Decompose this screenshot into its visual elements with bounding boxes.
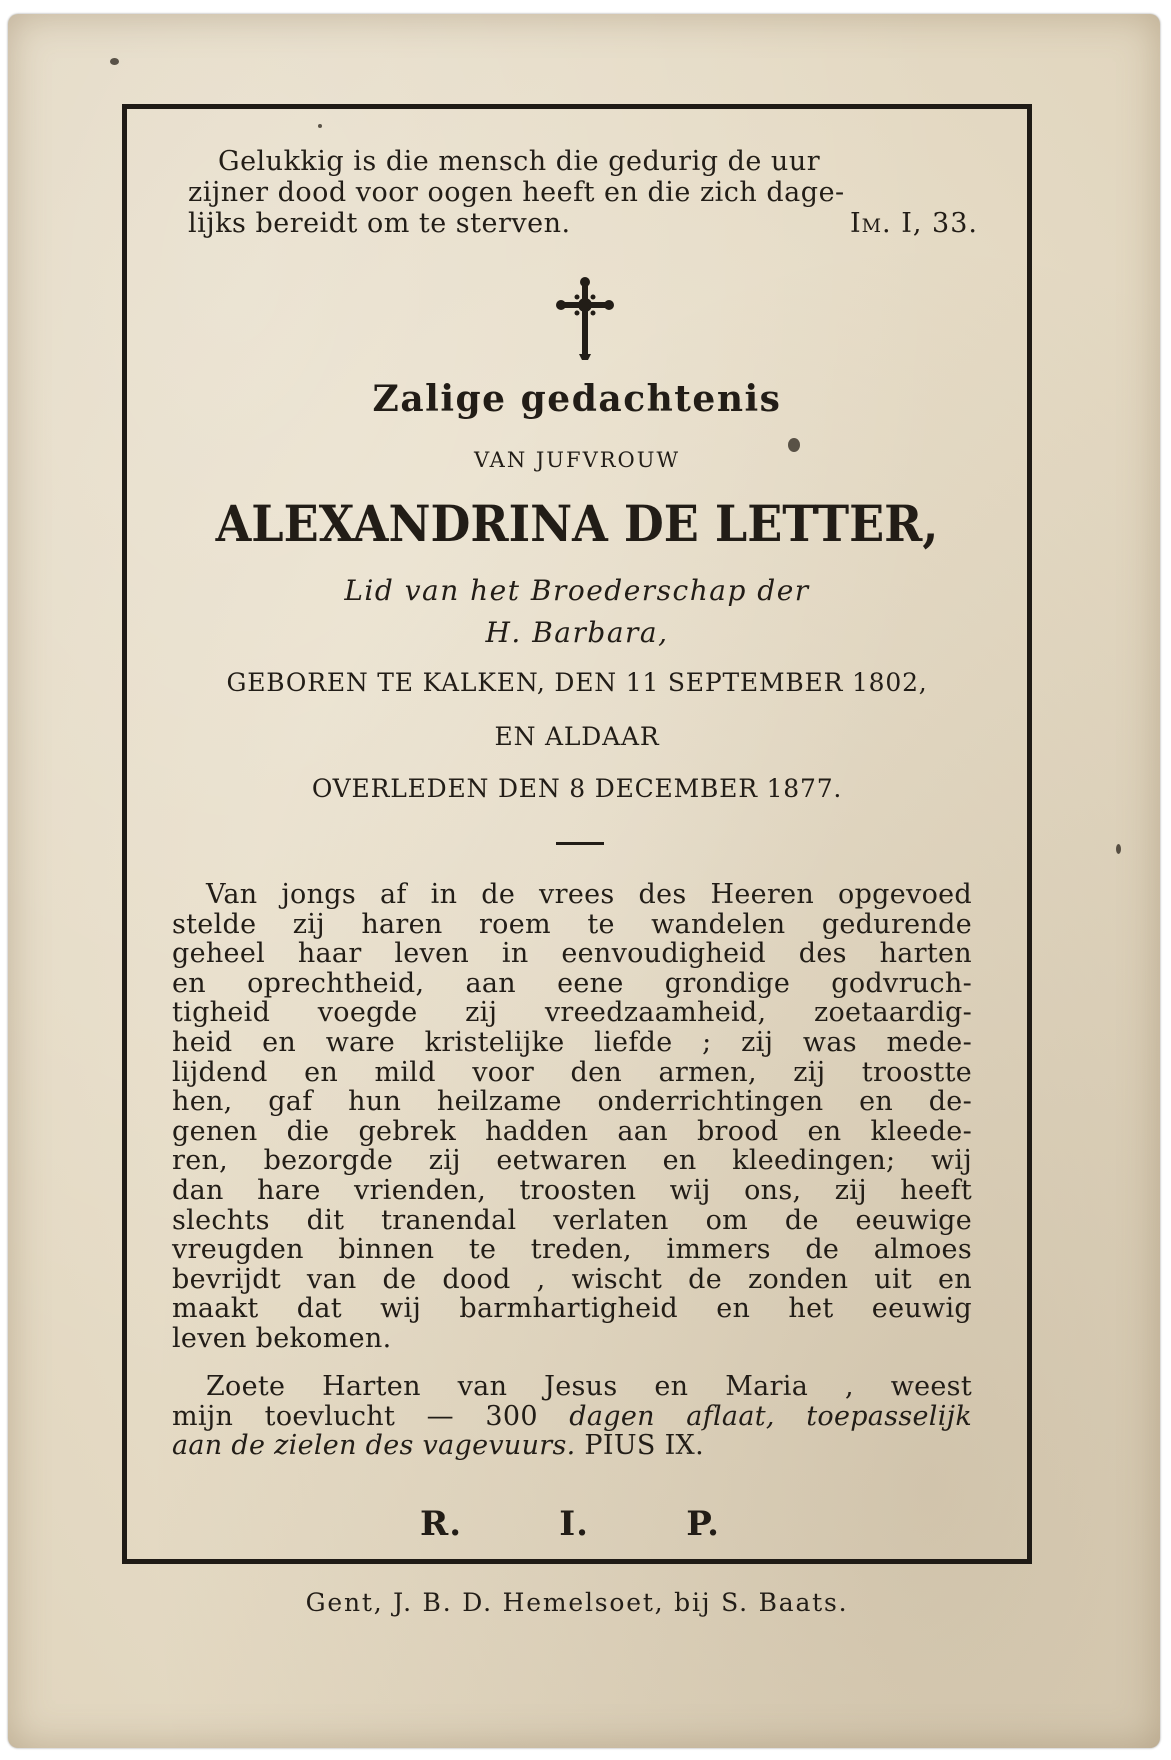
ink-speck xyxy=(318,124,322,128)
cross-icon xyxy=(555,276,615,360)
epigraph-line-3-text: lijks bereidt om te sterven. xyxy=(188,208,571,239)
prayer-line-3-italic: aan de zielen des vagevuurs. xyxy=(172,1430,576,1462)
death-line: OVERLEDEN DEN 8 DECEMBER 1877. xyxy=(311,774,843,803)
membership-line-2: H. Barbara, xyxy=(485,616,669,649)
biography-line: lijdend en mild voor den armen, zij troostte xyxy=(172,1056,972,1088)
prayer-line-3 xyxy=(172,1431,972,1461)
prayer-line-2 xyxy=(172,1402,972,1432)
ink-speck xyxy=(1116,844,1121,854)
ink-speck xyxy=(788,438,800,452)
biography-line: maakt dat wij barmhartigheid en het eeuwig xyxy=(172,1293,972,1325)
biography-line: Van jongs af in de vrees des Heeren opgevoed xyxy=(206,879,972,910)
epigraph-line-2: zijner dood voor oogen heeft en die zich dage- xyxy=(188,177,845,208)
biography-line: heid en ware kristelijke liefde ; zij was mede- xyxy=(172,1026,972,1058)
epigraph-line-3 xyxy=(188,208,978,239)
deceased-name: ALEXANDRINA DE LETTER, xyxy=(215,494,939,553)
divider xyxy=(556,842,604,845)
biography-text xyxy=(172,880,972,1354)
biography-line: ren, bezorgde zij eetwaren en kleedingen; wij xyxy=(172,1145,972,1177)
birth-line: GEBOREN TE KALKEN, DEN 11 SEPTEMBER 1802, xyxy=(226,668,928,697)
biography-line: dan hare vrienden, troosten wij ons, zij heeft xyxy=(172,1174,972,1206)
epigraph-line-1: Gelukkig is die mensch die gedurig de uur xyxy=(218,146,821,177)
membership-line-1: Lid van het Broederschap der xyxy=(344,574,810,607)
prayer-line-3-plain: PIUS IX. xyxy=(575,1430,704,1462)
biography-line: genen die gebrek hadden aan brood en kleede- xyxy=(172,1115,972,1147)
prayer xyxy=(172,1372,972,1461)
biography-line: vreugden binnen te treden, immers de almoes xyxy=(172,1234,972,1266)
rip-initials xyxy=(420,1504,720,1544)
biography-line: hen, gaf hun heilzame onderrichtingen en de- xyxy=(172,1086,972,1118)
biography-line: leven bekomen. xyxy=(172,1322,392,1354)
biography-line: stelde zij haren roem te wandelen gedurende xyxy=(172,908,972,940)
rip-letter-r: R. xyxy=(420,1504,463,1544)
biography-line: slechts dit tranendal verlaten om de eeuwige xyxy=(172,1204,972,1236)
biography-line: tigheid voegde zij vreedzaamheid, zoetaardig- xyxy=(172,997,972,1029)
and-there-line: EN ALDAAR xyxy=(494,722,660,751)
title: Zalige gedachtenis xyxy=(372,378,782,420)
ink-speck xyxy=(110,58,119,65)
epigraph-reference: Im. I, 33. xyxy=(849,208,978,239)
printer-imprint: Gent, J. B. D. Hemelsoet, bij S. Baats. xyxy=(305,1588,849,1617)
prayer-line-2-italic: dagen aflaat, toepasselijk xyxy=(569,1400,973,1432)
biography-line: en oprechtheid, aan eene grondige godvruch- xyxy=(172,967,972,999)
biography-line: bevrijdt van de dood , wischt de zonden uit en xyxy=(172,1263,972,1295)
epigraph xyxy=(188,146,978,239)
biography-line: geheel haar leven in eenvoudigheid des harten xyxy=(172,938,972,970)
prayer-line-2-plain: mijn toevlucht — 300 xyxy=(172,1400,570,1432)
rip-letter-p: P. xyxy=(686,1504,720,1544)
prayer-line-1: Zoete Harten van Jesus en Maria , weest xyxy=(206,1371,972,1402)
rip-letter-i: I. xyxy=(559,1504,590,1544)
salutation: VAN JUFVROUW xyxy=(473,448,681,472)
